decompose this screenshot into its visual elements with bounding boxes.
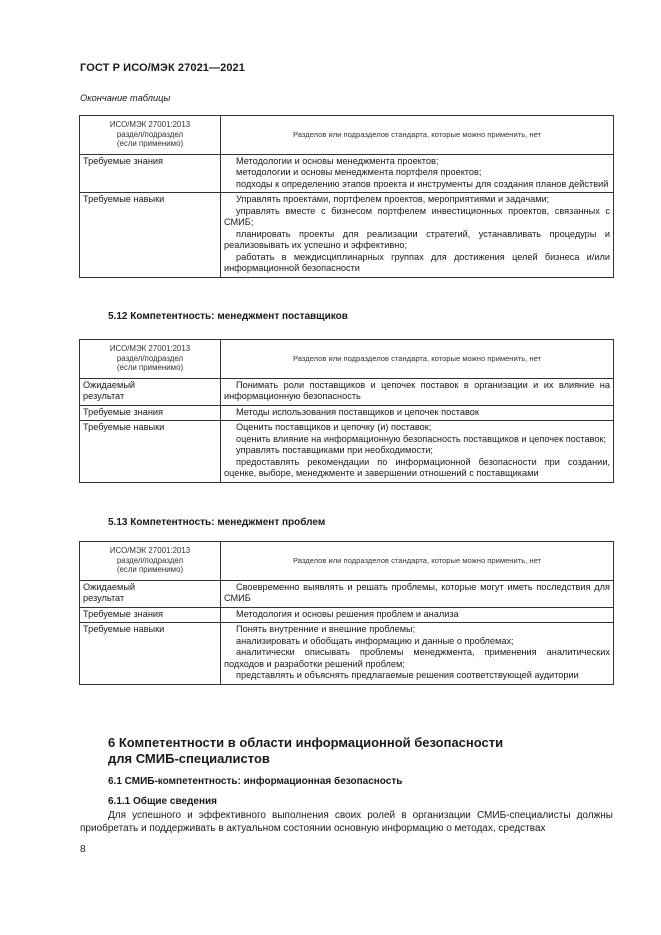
competence-table-supplier-management (79, 339, 614, 483)
competence-table-project-management (79, 115, 614, 278)
list-item: Методы использования поставщиков и цепочек поставок (236, 406, 479, 417)
list-item: Методология и основы решения проблем и анализа (236, 608, 459, 619)
header-ref-line: раздел/подраздел (116, 555, 184, 565)
section-heading-6-1: 6.1 СМИБ-компетентность: информационная безопасность (108, 776, 403, 787)
header-ref-line: (если применимо) (116, 363, 184, 373)
competence-table-problem-management (79, 541, 614, 685)
section-heading-6 (108, 735, 503, 767)
list-item: Понять внутренние и внешние проблемы; (236, 624, 416, 635)
header-cell-reference (80, 340, 221, 379)
table-row (80, 607, 614, 623)
header-cell-reference (80, 542, 221, 581)
row-content (221, 193, 614, 278)
list-item: методологии и основы менеджмента портфеля проектов; (236, 167, 482, 178)
header-ref-line: (если применимо) (116, 139, 184, 149)
table-caption: Окончание таблицы (80, 93, 171, 103)
header-ref-line: (если применимо) (116, 565, 184, 575)
row-label (80, 580, 221, 607)
header-ref-line: ИСО/МЭК 27001:2013 (109, 344, 191, 353)
row-content (221, 378, 614, 405)
list-item: Управлять проектами, портфелем проектов, мероприятиями и задачами; (236, 194, 550, 205)
list-item: Понимать роли поставщиков и цепочек поставок в организации и их влияние на информационную безопасность (224, 379, 610, 402)
row-content (221, 623, 614, 685)
list-item: планировать проекты для реализации стратегий, устанавливать процедуры и реализовывать их успешно и эффективно; (224, 228, 610, 251)
list-item: управлять поставщиками при необходимости; (236, 445, 433, 456)
row-label-line: Ожидаемый (83, 379, 136, 390)
section-heading-6-line: для СМИБ-специалистов (108, 751, 270, 766)
row-label: Требуемые навыки (80, 623, 221, 685)
row-label: Требуемые навыки (80, 193, 221, 278)
header-cell-sections: Разделов или подразделов стандарта, которые можно применить, нет (221, 542, 614, 581)
list-item: предоставлять рекомендации по информационной безопасности при создании, оценке, выборе, менеджменте и завершении отношений с поставщиками (224, 456, 610, 479)
row-label: Требуемые знания (80, 607, 221, 623)
page-number: 8 (80, 844, 86, 855)
list-item: работать в междисциплинарных группах для достижения целей бизнеса и/или информационной безопасности (224, 251, 610, 274)
header-cell-sections: Разделов или подразделов стандарта, которые можно применить, нет (221, 116, 614, 155)
row-label-line: Ожидаемый (83, 581, 136, 592)
row-label-line: результат (83, 391, 125, 402)
document-header: ГОСТ Р ИСО/МЭК 27021—2021 (80, 62, 245, 74)
table-row (80, 580, 614, 607)
header-ref-line: ИСО/МЭК 27001:2013 (109, 546, 191, 555)
table-header-row (80, 116, 614, 155)
table-row (80, 421, 614, 483)
row-label-line: результат (83, 593, 125, 604)
section-heading-6-line: 6 Компетентности в области информационной безопасности (108, 735, 504, 750)
header-ref-line: ИСО/МЭК 27001:2013 (109, 120, 191, 129)
list-item: Оценить поставщиков и цепочку (и) поставок; (236, 422, 432, 433)
list-item: Своевременно выявлять и решать проблемы, которые могут иметь последствия для СМИБ (224, 581, 610, 604)
header-cell-sections: Разделов или подразделов стандарта, которые можно применить, нет (221, 340, 614, 379)
table-row (80, 623, 614, 685)
row-content (221, 580, 614, 607)
table-row (80, 154, 614, 193)
row-content (221, 607, 614, 623)
row-label (80, 378, 221, 405)
table-row (80, 378, 614, 405)
row-content (221, 154, 614, 193)
table-header-row (80, 542, 614, 581)
list-item: оценить влияние на информационную безопасность поставщиков и цепочек поставок; (236, 433, 607, 444)
row-content (221, 421, 614, 483)
section-heading-6-1-1: 6.1.1 Общие сведения (108, 796, 217, 807)
row-label: Требуемые знания (80, 154, 221, 193)
row-label: Требуемые навыки (80, 421, 221, 483)
table-row (80, 193, 614, 278)
table-row (80, 405, 614, 421)
list-item: Методологии и основы менеджмента проектов; (236, 155, 439, 166)
table-header-row (80, 340, 614, 379)
header-ref-line: раздел/подраздел (116, 129, 184, 139)
section-heading-5-12: 5.12 Компетентность: менеджмент поставщиков (108, 311, 348, 322)
header-cell-reference (80, 116, 221, 155)
header-ref-line: раздел/подраздел (116, 353, 184, 363)
section-heading-5-13: 5.13 Компетентность: менеджмент проблем (108, 517, 326, 528)
list-item: анализировать и обобщать информацию и данные о проблемах; (236, 635, 514, 646)
row-content (221, 405, 614, 421)
list-item: представлять и объяснять предлагаемые решения соответствующей аудитории (236, 670, 579, 681)
list-item: аналитически описывать проблемы менеджмента, применения аналитических подходов и разработки решений проблем; (224, 647, 610, 669)
list-item: управлять вместе с бизнесом портфелем инвестиционных проектов, связанных с СМИБ; (224, 205, 610, 228)
row-label: Требуемые знания (80, 405, 221, 421)
body-paragraph: Для успешного и эффективного выполнения своих ролей в организации СМИБ-специалисты должны приобретать и поддерживать в актуальном состоянии основную информацию о методах, средствах (80, 810, 613, 834)
list-item: подходы к определению этапов проекта и инструменты для создания планов действий (236, 178, 609, 189)
